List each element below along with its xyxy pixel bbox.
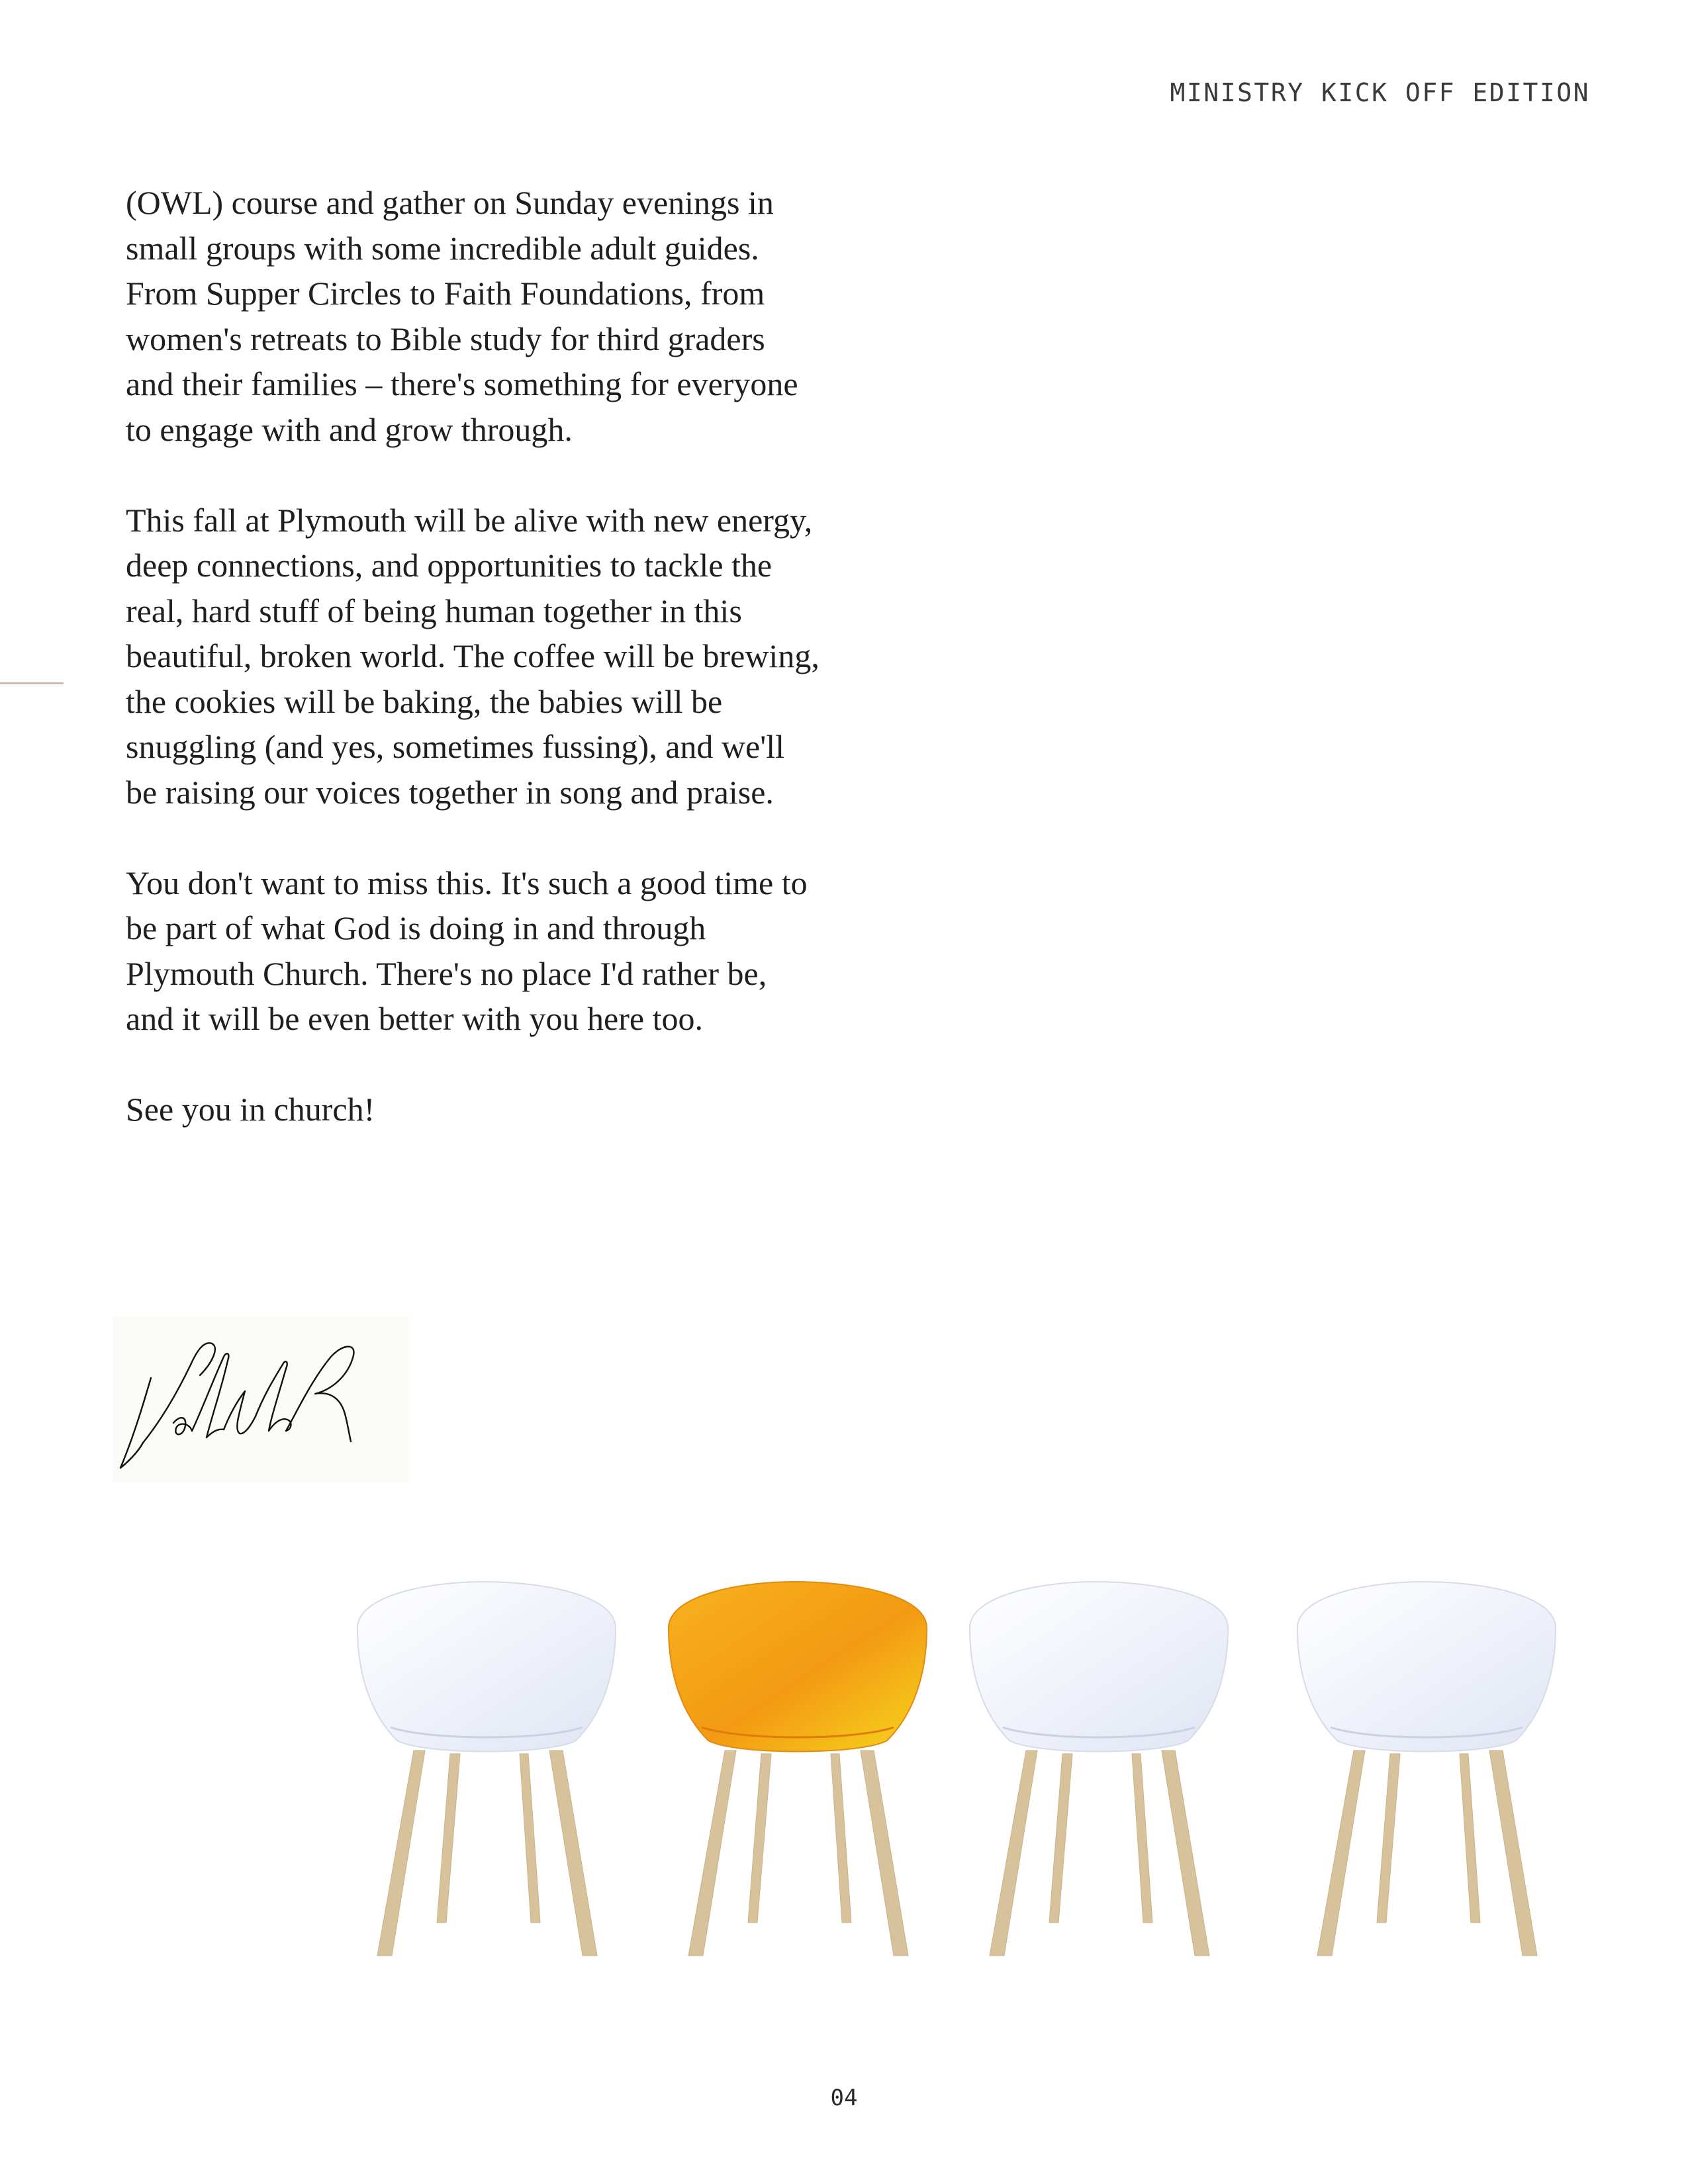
letter-paragraph-2: This fall at Plymouth will be alive with new energy, deep connections, and opportunities to tackle the real, hard stuff of being human together in this beautiful, broken world. The coffee will be brewing, the cookies will be baking, the babies will be snuggling (and yes, sometimes fussing), and we'll be raising our voices together in song and praise. xyxy=(126,501,820,811)
chair-seat xyxy=(1297,1582,1556,1752)
chair-seat xyxy=(669,1582,927,1752)
chair-leg xyxy=(437,1754,460,1923)
chair-leg xyxy=(377,1751,425,1956)
chair-leg xyxy=(688,1751,736,1956)
chair-leg xyxy=(1049,1754,1072,1923)
side-divider xyxy=(0,682,64,684)
chair-2 xyxy=(669,1582,927,1956)
signature-icon xyxy=(113,1317,410,1482)
signature-image xyxy=(113,1317,410,1482)
page-number: 04 xyxy=(830,2085,858,2111)
chair-seat xyxy=(970,1582,1228,1752)
chair-leg xyxy=(1489,1751,1537,1956)
chairs-illustration xyxy=(351,1575,1595,1999)
chair-leg xyxy=(831,1754,851,1923)
letter-paragraph-1: (OWL) course and gather on Sunday evenings in small groups with some incredible adult guides. From Supper Circles to Faith Foundations, from women's retreats to Bible study for third graders and their families – there's something for everyone to engage with and grow through. xyxy=(126,184,798,448)
letter-body xyxy=(126,180,821,1177)
chair-leg xyxy=(549,1751,597,1956)
chair-leg xyxy=(861,1751,908,1956)
chair-leg xyxy=(1162,1751,1209,1956)
letter-paragraph-3: You don't want to miss this. It's such a good time to be part of what God is doing in and through Plymouth Church. There's no place I'd rather be, and it will be even better with you here too. xyxy=(126,864,808,1037)
chair-1 xyxy=(357,1582,616,1956)
chair-leg xyxy=(1317,1751,1365,1956)
chair-4 xyxy=(1297,1582,1556,1956)
chair-leg xyxy=(1460,1754,1480,1923)
row-of-chairs-icon xyxy=(351,1575,1595,1999)
chair-leg xyxy=(1377,1754,1400,1923)
chair-leg xyxy=(990,1751,1037,1956)
edition-header: MINISTRY KICK OFF EDITION xyxy=(1170,78,1590,107)
chair-seat xyxy=(357,1582,616,1752)
chair-3 xyxy=(970,1582,1228,1956)
letter-closing: See you in church! xyxy=(126,1091,375,1128)
chair-leg xyxy=(748,1754,771,1923)
chair-leg xyxy=(1132,1754,1152,1923)
chair-leg xyxy=(520,1754,540,1923)
